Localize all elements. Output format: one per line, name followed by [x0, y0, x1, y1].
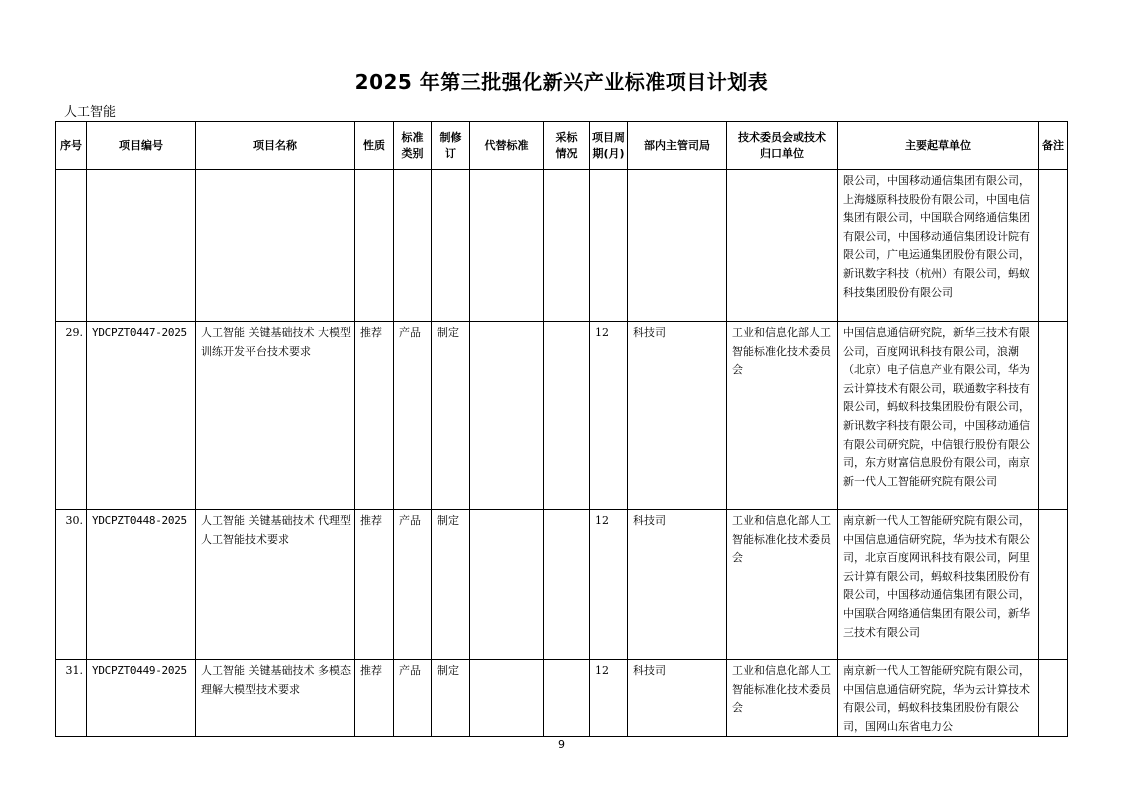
header-drafters: 主要起草单位 — [838, 122, 1039, 170]
header-committee: 技术委员会或技术归口单位 — [727, 122, 838, 170]
cell-std-type: 产品 — [394, 510, 432, 660]
cell-seq: 30. — [56, 510, 87, 660]
cell-drafters: 中国信息通信研究院，新华三技术有限公司，百度网讯科技有限公司，浪潮（北京）电子信息产业有限公司，华为云计算技术有限公司，联通数字科技有限公司，蚂蚁科技集团股份有限公司，新讯数字科技有限公司，中国移动通信有限公司研究院，中信银行股份有限公司，东方财富信息股份有限公司，南京新一代人工智能研究院有限公司 — [838, 322, 1039, 510]
cell-revision: 制定 — [432, 322, 470, 510]
table-row-continued — [56, 170, 1068, 322]
cell-adoption — [544, 322, 590, 510]
cell-remarks — [1039, 660, 1068, 737]
cell-revision: 制定 — [432, 660, 470, 737]
cell-cycle: 12 — [590, 660, 628, 737]
cell-committee: 工业和信息化部人工智能标准化技术委员会 — [727, 322, 838, 510]
cell-code: YDCPZT0449-2025 — [87, 660, 196, 737]
standards-plan-table — [55, 121, 1068, 737]
cell-cycle: 12 — [590, 510, 628, 660]
cell-drafters: 南京新一代人工智能研究院有限公司，中国信息通信研究院，华为技术有限公司，北京百度网讯科技有限公司，阿里云计算有限公司，蚂蚁科技集团股份有限公司，中国移动通信集团有限公司，中国联合网络通信集团有限公司，新华三技术有限公司 — [838, 510, 1039, 660]
header-code: 项目编号 — [87, 122, 196, 170]
cell-std-type: 产品 — [394, 322, 432, 510]
cell-drafters: 南京新一代人工智能研究院有限公司，中国信息通信研究院，华为云计算技术有限公司，蚂蚁科技集团股份有限公司，国网山东省电力公 — [838, 660, 1039, 737]
page-title: 2025 年第三批强化新兴产业标准项目计划表 — [354, 70, 769, 94]
cell-adoption — [544, 510, 590, 660]
header-remarks: 备注 — [1039, 122, 1068, 170]
header-name: 项目名称 — [196, 122, 355, 170]
header-cycle: 项目周期(月) — [590, 122, 628, 170]
table-row-30 — [56, 510, 1068, 660]
cell-code: YDCPZT0447-2025 — [87, 322, 196, 510]
cell-revision: 制定 — [432, 510, 470, 660]
cell-name: 人工智能 关键基础技术 大模型训练开发平台技术要求 — [196, 322, 355, 510]
cell-committee — [727, 170, 838, 322]
cell-replaces — [470, 510, 544, 660]
cell-cycle — [590, 170, 628, 322]
cell-department — [628, 170, 727, 322]
cell-std-type — [394, 170, 432, 322]
cell-seq: 29. — [56, 322, 87, 510]
cell-replaces — [470, 660, 544, 737]
cell-name — [196, 170, 355, 322]
cell-seq — [56, 170, 87, 322]
cell-adoption — [544, 660, 590, 737]
page-number: 9 — [558, 738, 565, 751]
cell-replaces — [470, 322, 544, 510]
cell-nature — [355, 170, 394, 322]
header-seq: 序号 — [56, 122, 87, 170]
table-row-31 — [56, 660, 1068, 737]
cell-name: 人工智能 关键基础技术 代理型人工智能技术要求 — [196, 510, 355, 660]
cell-remarks — [1039, 510, 1068, 660]
header-revision: 制修订 — [432, 122, 470, 170]
cell-code — [87, 170, 196, 322]
cell-remarks — [1039, 170, 1068, 322]
cell-name: 人工智能 关键基础技术 多模态理解大模型技术要求 — [196, 660, 355, 737]
cell-nature: 推荐 — [355, 660, 394, 737]
header-department: 部内主管司局 — [628, 122, 727, 170]
header-std-type: 标准类别 — [394, 122, 432, 170]
cell-remarks — [1039, 322, 1068, 510]
cell-department: 科技司 — [628, 322, 727, 510]
cell-std-type: 产品 — [394, 660, 432, 737]
table-row-29 — [56, 322, 1068, 510]
cell-cycle: 12 — [590, 322, 628, 510]
cell-nature: 推荐 — [355, 322, 394, 510]
cell-drafters: 限公司，中国移动通信集团有限公司，上海燧原科技股份有限公司，中国电信集团有限公司，中国联合网络通信集团有限公司，中国移动通信集团设计院有限公司，广电运通集团股份有限公司，新讯数字科技（杭州）有限公司，蚂蚁科技集团股份有限公司 — [838, 170, 1039, 322]
cell-adoption — [544, 170, 590, 322]
cell-department: 科技司 — [628, 510, 727, 660]
header-nature: 性质 — [355, 122, 394, 170]
header-adoption: 采标情况 — [544, 122, 590, 170]
header-replaces: 代替标准 — [470, 122, 544, 170]
cell-code: YDCPZT0448-2025 — [87, 510, 196, 660]
table-header-row — [56, 122, 1068, 170]
cell-committee: 工业和信息化部人工智能标准化技术委员会 — [727, 510, 838, 660]
cell-nature: 推荐 — [355, 510, 394, 660]
cell-committee: 工业和信息化部人工智能标准化技术委员会 — [727, 660, 838, 737]
cell-seq: 31. — [56, 660, 87, 737]
cell-replaces — [470, 170, 544, 322]
cell-department: 科技司 — [628, 660, 727, 737]
cell-revision — [432, 170, 470, 322]
section-label: 人工智能 — [64, 105, 117, 120]
